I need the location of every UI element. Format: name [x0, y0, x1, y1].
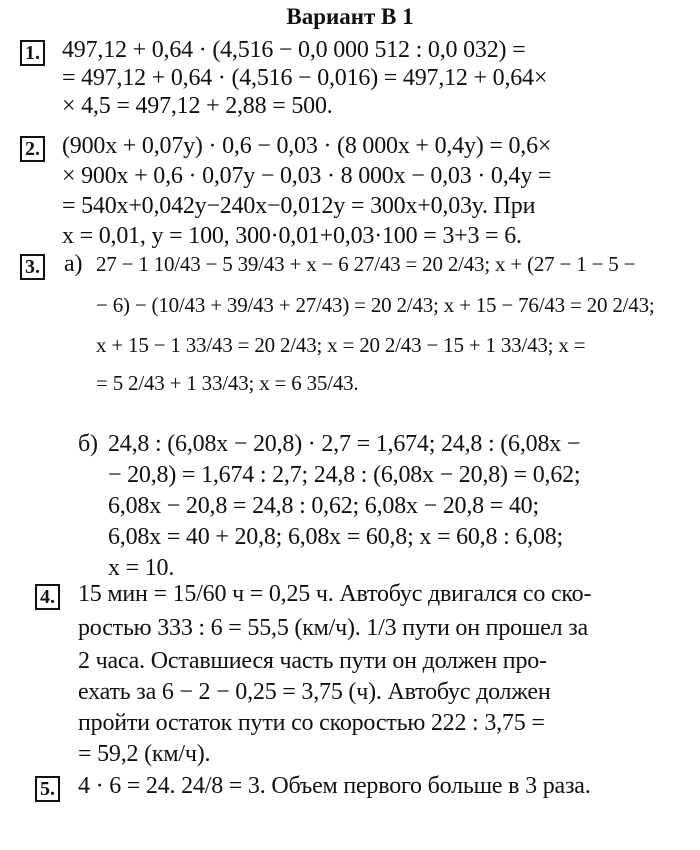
problem-4-line-4: ехать за 6 − 2 − 0,25 = 3,75 (ч). Автобус должен — [78, 679, 551, 705]
problem-2-line-2: × 900x + 0,6 · 0,07y − 0,03 · 8 000x − 0,03 · 0,4y = — [62, 163, 552, 189]
problem-3b-line-5: x = 10. — [108, 555, 175, 581]
problem-2-line-4: x = 0,01, y = 100, 300·0,01+0,03·100 = 3+3 = 6. — [62, 223, 522, 249]
problem-number-1: 1. — [20, 40, 45, 66]
problem-3a-line-3: x + 15 − 1 33/43 = 20 2/43; x = 20 2/43 − 15 + 1 33/43; x = — [96, 333, 586, 357]
page-title: Вариант В 1 — [286, 4, 414, 29]
problem-3b-line-2: − 20,8) = 1,674 : 2,7; 24,8 : (6,08x − 20,8) = 0,62; — [108, 462, 581, 488]
problem-3b-line-4: 6,08x = 40 + 20,8; 6,08x = 60,8; x = 60,8 : 6,08; — [108, 524, 564, 550]
problem-3b-line-3: 6,08x − 20,8 = 24,8 : 0,62; 6,08x − 20,8 = 40; — [108, 493, 539, 519]
problem-3b-line-1: 24,8 : (6,08x − 20,8) · 2,7 = 1,674; 24,8 : (6,08x − — [108, 431, 581, 457]
problem-1-line-3: × 4,5 = 497,12 + 2,88 = 500. — [62, 93, 333, 119]
problem-3a-line-1: 27 − 1 10/43 − 5 39/43 + x − 6 27/43 = 20 2/43; x + (27 − 1 − 5 − — [96, 252, 636, 276]
problem-4-line-3: 2 часа. Оставшиеся часть пути он должен про- — [78, 648, 547, 674]
problem-1-line-2: = 497,12 + 0,64 · (4,516 − 0,016) = 497,12 + 0,64× — [62, 65, 548, 91]
problem-3a-label: а) — [64, 251, 83, 277]
problem-number-3: 3. — [20, 254, 45, 280]
problem-2-line-3: = 540x+0,042y−240x−0,012y = 300x+0,03y. При — [62, 193, 536, 219]
problem-4-line-5: пройти остаток пути со скоростью 222 : 3,75 = — [78, 710, 545, 736]
problem-3b-label: б) — [78, 431, 98, 457]
problem-4-line-2: ростью 333 : 6 = 55,5 (км/ч). 1/3 пути он прошел за — [78, 615, 588, 641]
problem-1-line-1: 497,12 + 0,64 · (4,516 − 0,0 000 512 : 0,0 032) = — [62, 37, 526, 63]
problem-number-5: 5. — [35, 776, 60, 802]
problem-number-2: 2. — [20, 136, 45, 162]
problem-3a-line-4: = 5 2/43 + 1 33/43; x = 6 35/43. — [96, 371, 359, 395]
problem-3a-line-2: − 6) − (10/43 + 39/43 + 27/43) = 20 2/43; x + 15 − 76/43 = 20 2/43; — [96, 293, 655, 317]
problem-2-line-1: (900x + 0,07y) · 0,6 − 0,03 · (8 000x + 0,4y) = 0,6× — [62, 133, 552, 159]
problem-5-line-1: 4 · 6 = 24. 24/8 = 3. Объем первого больше в 3 раза. — [78, 773, 591, 799]
problem-4-line-6: = 59,2 (км/ч). — [78, 741, 211, 767]
problem-4-line-1: 15 мин = 15/60 ч = 0,25 ч. Автобус двигался со ско- — [78, 581, 592, 607]
problem-number-4: 4. — [35, 584, 60, 610]
